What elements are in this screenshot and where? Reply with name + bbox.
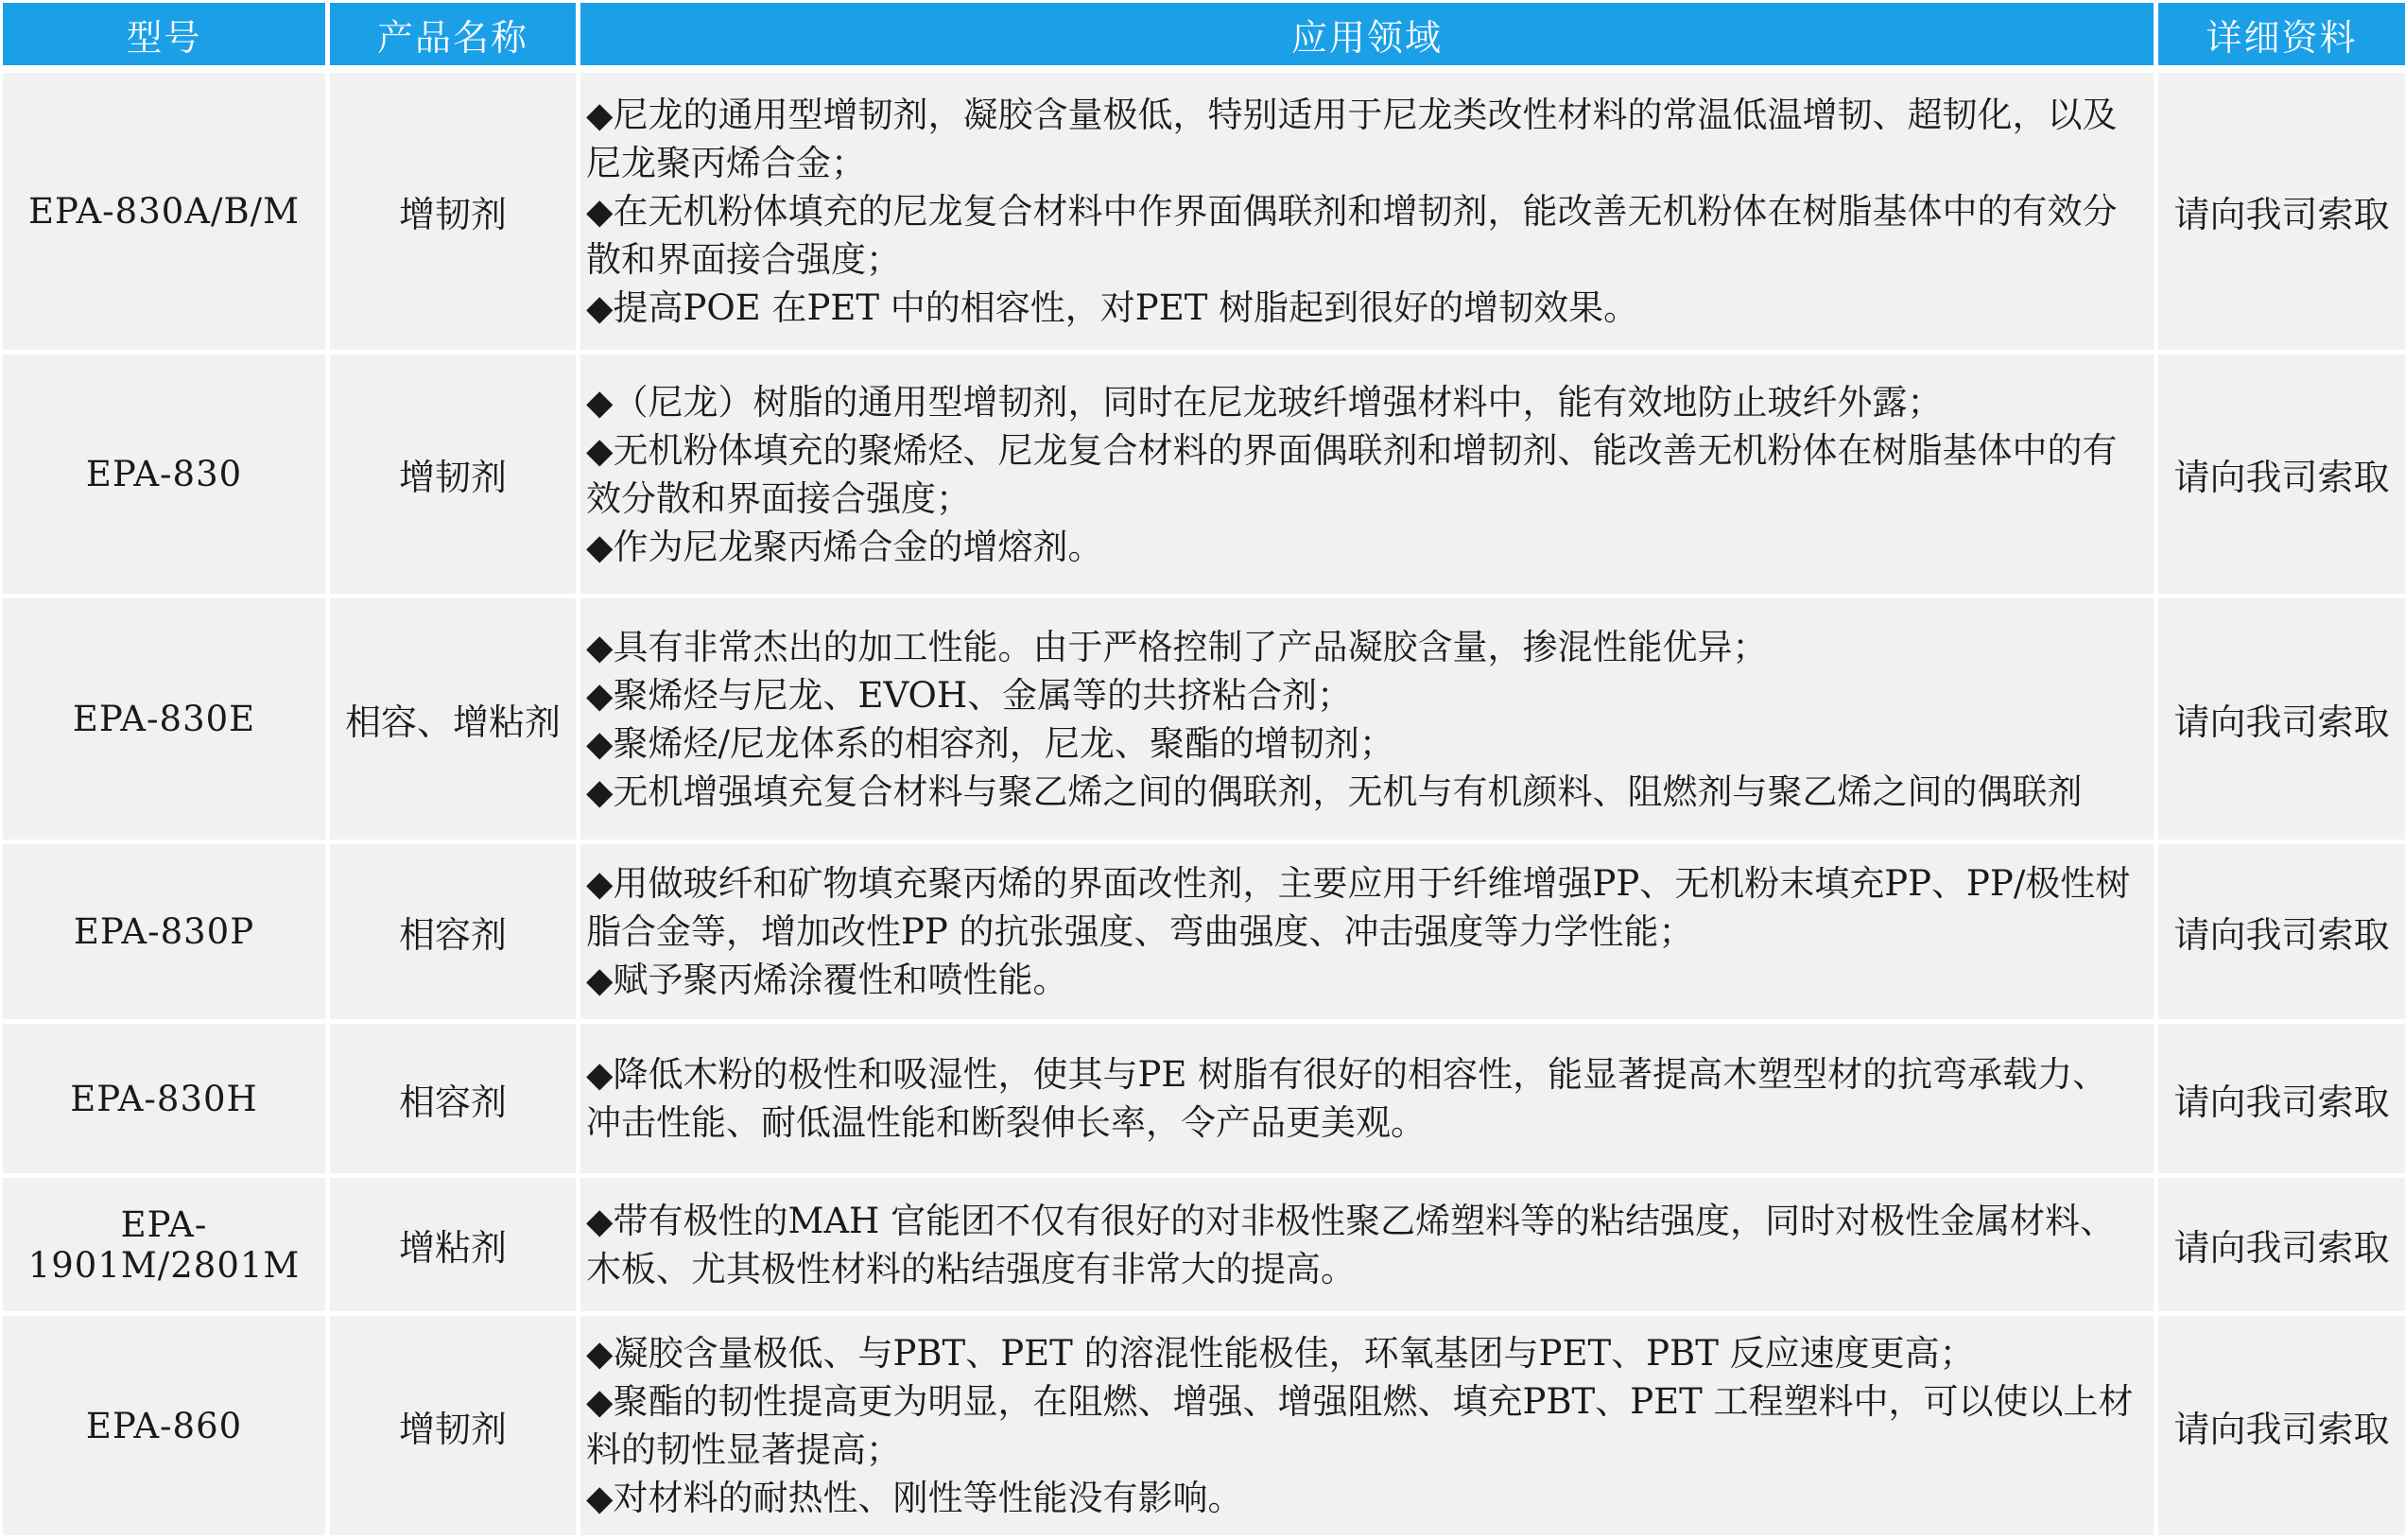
table-row: [0, 355, 2405, 598]
application-list: [586, 1329, 2140, 1522]
application-list: [586, 1197, 2140, 1293]
details-cell: 请向我司索取: [2158, 1024, 2405, 1173]
details-cell: 请向我司索取: [2158, 1316, 2405, 1535]
application-cell: [580, 1316, 2154, 1535]
application-item: ◆无机增强填充复合材料与聚乙烯之间的偶联剂，无机与有机颜料、阻燃剂与聚乙烯之间的偶联剂: [586, 770, 2083, 812]
model-cell: EPA-860: [3, 1316, 325, 1535]
application-item: ◆聚酯的韧性提高更为明显，在阻燃、增强、增强阻燃、填充PBT、PET 工程塑料中，可以使以上材料的韧性显著提高；: [586, 1381, 2134, 1470]
header-details: 详细资料: [2158, 3, 2405, 65]
application-item: ◆在无机粉体填充的尼龙复合材料中作界面偶联剂和增韧剂，能改善无机粉体在树脂基体中的有效分散和界面接合强度；: [586, 191, 2118, 280]
product-name-cell: 相容剂: [330, 844, 576, 1019]
details-cell: 请向我司索取: [2158, 73, 2405, 350]
model-cell: EPA-830P: [3, 844, 325, 1019]
table-row: [0, 73, 2405, 355]
application-cell: [580, 1024, 2154, 1173]
application-list: [586, 91, 2140, 332]
application-item: ◆作为尼龙聚丙烯合金的增熔剂。: [586, 526, 1103, 567]
details-cell: 请向我司索取: [2158, 844, 2405, 1019]
product-name-cell: 相容、增粘剂: [330, 598, 576, 839]
application-item: ◆用做玻纤和矿物填充聚丙烯的界面改性剂，主要应用于纤维增强PP、无机粉末填充PP、PP/极性树脂合金等，增加改性PP 的抗张强度、弯曲强度、冲击强度等力学性能；: [586, 863, 2131, 952]
application-item: ◆聚烯烃/尼龙体系的相容剂，尼龙、聚酯的增韧剂；: [586, 722, 1394, 764]
table-row: [0, 844, 2405, 1024]
application-list: [586, 623, 2082, 816]
application-item: ◆降低木粉的极性和吸湿性，使其与PE 树脂有很好的相容性，能显著提高木塑型材的抗弯承载力、冲击性能、耐低温性能和断裂伸长率，令产品更美观。: [586, 1054, 2108, 1143]
table-row: [0, 1316, 2405, 1540]
product-name-cell: 增韧剂: [330, 1316, 576, 1535]
table-row: [0, 1024, 2405, 1178]
table-row: [0, 598, 2405, 844]
model-cell: EPA-830A/B/M: [3, 73, 325, 350]
application-cell: [580, 598, 2154, 839]
table-header: [0, 0, 2405, 68]
details-cell: 请向我司索取: [2158, 355, 2405, 594]
model-cell: EPA-830H: [3, 1024, 325, 1173]
header-model: 型号: [3, 3, 325, 65]
application-item: ◆无机粉体填充的聚烯烃、尼龙复合材料的界面偶联剂和增韧剂、能改善无机粉体在树脂基体中的有效分散和界面接合强度；: [586, 429, 2118, 519]
product-name-cell: 增韧剂: [330, 73, 576, 350]
header-application: 应用领域: [580, 3, 2154, 65]
model-cell: EPA-830: [3, 355, 325, 594]
application-item: ◆尼龙的通用型增韧剂，凝胶含量极低，特别适用于尼龙类改性材料的常温低温增韧、超韧化，以及尼龙聚丙烯合金；: [586, 95, 2118, 183]
application-item: ◆（尼龙）树脂的通用型增韧剂，同时在尼龙玻纤增强材料中，能有效地防止玻纤外露；: [586, 381, 1943, 423]
application-item: ◆带有极性的MAH 官能团不仅有很好的对非极性聚乙烯塑料等的粘结强度，同时对极性金属材料、木板、尤其极性材料的粘结强度有非常大的提高。: [586, 1200, 2116, 1289]
application-list: [586, 378, 2140, 571]
application-item: ◆提高POE 在PET 中的相容性，对PET 树脂起到很好的增韧效果。: [586, 287, 1639, 328]
application-item: ◆凝胶含量极低、与PBT、PET 的溶混性能极佳，环氧基团与PET、PBT 反应速度更高；: [586, 1333, 1975, 1374]
product-name-cell: 增粘剂: [330, 1178, 576, 1311]
model-cell: EPA-830E: [3, 598, 325, 839]
application-cell: [580, 355, 2154, 594]
details-cell: 请向我司索取: [2158, 1178, 2405, 1311]
application-cell: [580, 844, 2154, 1019]
header-product-name: 产品名称: [330, 3, 576, 65]
application-item: ◆聚烯烃与尼龙、EVOH、金属等的共挤粘合剂；: [586, 674, 1353, 716]
application-cell: [580, 1178, 2154, 1311]
table-row: [0, 1178, 2405, 1316]
product-name-cell: 增韧剂: [330, 355, 576, 594]
model-cell: EPA-1901M/2801M: [3, 1178, 325, 1311]
application-cell: [580, 73, 2154, 350]
application-item: ◆对材料的耐热性、刚性等性能没有影响。: [586, 1478, 1243, 1518]
product-name-cell: 相容剂: [330, 1024, 576, 1173]
application-item: ◆赋予聚丙烯涂覆性和喷性能。: [586, 960, 1068, 1000]
application-list: [586, 859, 2140, 1004]
application-item: ◆具有非常杰出的加工性能。由于严格控制了产品凝胶含量，掺混性能优异；: [586, 626, 1768, 667]
application-list: [586, 1050, 2140, 1147]
details-cell: 请向我司索取: [2158, 598, 2405, 839]
